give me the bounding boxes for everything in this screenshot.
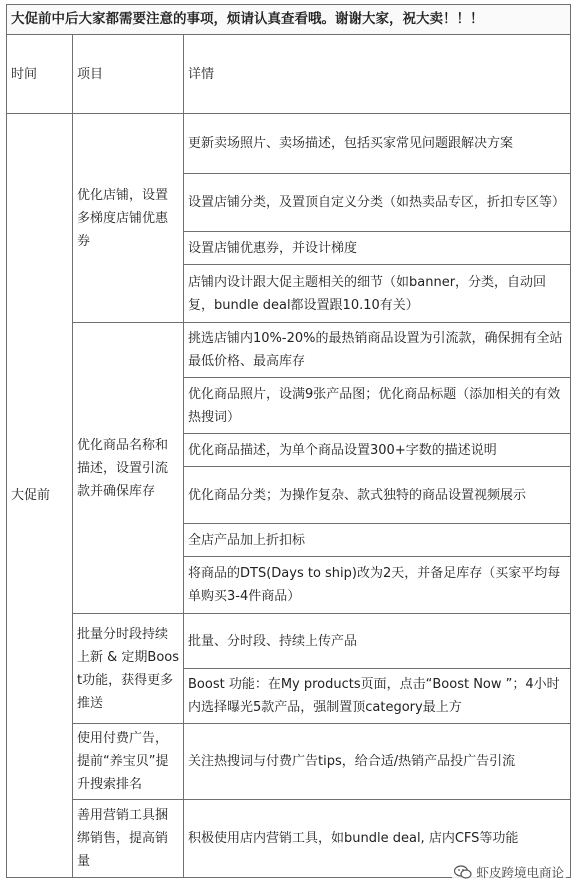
detail-cell: 优化商品描述，为单个商品设置300+字数的描述说明 [184, 434, 571, 467]
header-item: 项目 [73, 35, 184, 114]
detail-cell: 全店产品加上折扣标 [184, 524, 571, 557]
detail-cell: 将商品的DTS(Days to ship)改为2天，并备足库存（买家平均每单购买3-4件商品） [184, 557, 571, 614]
detail-cell: 设置店铺优惠券，并设计梯度 [184, 232, 571, 265]
notice-table [6, 4, 571, 878]
detail-cell: 更新卖场照片、卖场描述，包括买家常见问题跟解决方案 [184, 114, 571, 174]
detail-cell: 挑选店铺内10%-20%的最热销商品设置为引流款，确保拥有全站最低价格、最高库存 [184, 323, 571, 378]
table-title: 大促前中后大家都需要注意的事项，烦请认真查看哦。谢谢大家，祝大卖！！！ [7, 5, 571, 35]
header-time: 时间 [7, 35, 73, 114]
header-detail: 详情 [184, 35, 571, 114]
item-cell: 批量分时段持续上新 & 定期Boost功能，获得更多推送 [73, 614, 184, 724]
detail-cell: 关注热搜词与付费广告tips，给合适/热销产品投广告引流 [184, 724, 571, 800]
detail-cell: 优化商品照片，设满9张产品图；优化商品标题（添加相关的有效热搜词） [184, 378, 571, 434]
watermark [452, 863, 566, 881]
phase-cell: 大促前 [7, 114, 73, 878]
item-cell: 优化商品名称和描述，设置引流款并确保库存 [73, 323, 184, 614]
watermark-text: 虾皮跨境电商论 [476, 865, 564, 880]
item-cell: 优化店铺，设置多梯度店铺优惠券 [73, 114, 184, 323]
detail-cell: 优化商品分类；为操作复杂、款式独特的商品设置视频展示 [184, 467, 571, 524]
item-cell: 使用付费广告，提前“养宝贝”提升搜索排名 [73, 724, 184, 800]
item-cell: 善用营销工具捆绑销售，提高销量 [73, 800, 184, 878]
detail-cell: 批量、分时段、持续上传产品 [184, 614, 571, 669]
detail-cell: 店铺内设计跟大促主题相关的细节（如banner，分类，自动回复，bundle deal都设置跟10.10有关） [184, 265, 571, 323]
detail-cell: 积极使用店内营销工具，如bundle deal, 店内CFS等功能 [184, 800, 571, 878]
detail-cell: Boost 功能：在My products页面，点击“Boost Now ”；4小时内选择曝光5款产品，强制置顶category最上方 [184, 669, 571, 724]
detail-cell: 设置店铺分类，及置顶自定义分类（如热卖品专区，折扣专区等） [184, 174, 571, 232]
wechat-icon [454, 865, 472, 879]
